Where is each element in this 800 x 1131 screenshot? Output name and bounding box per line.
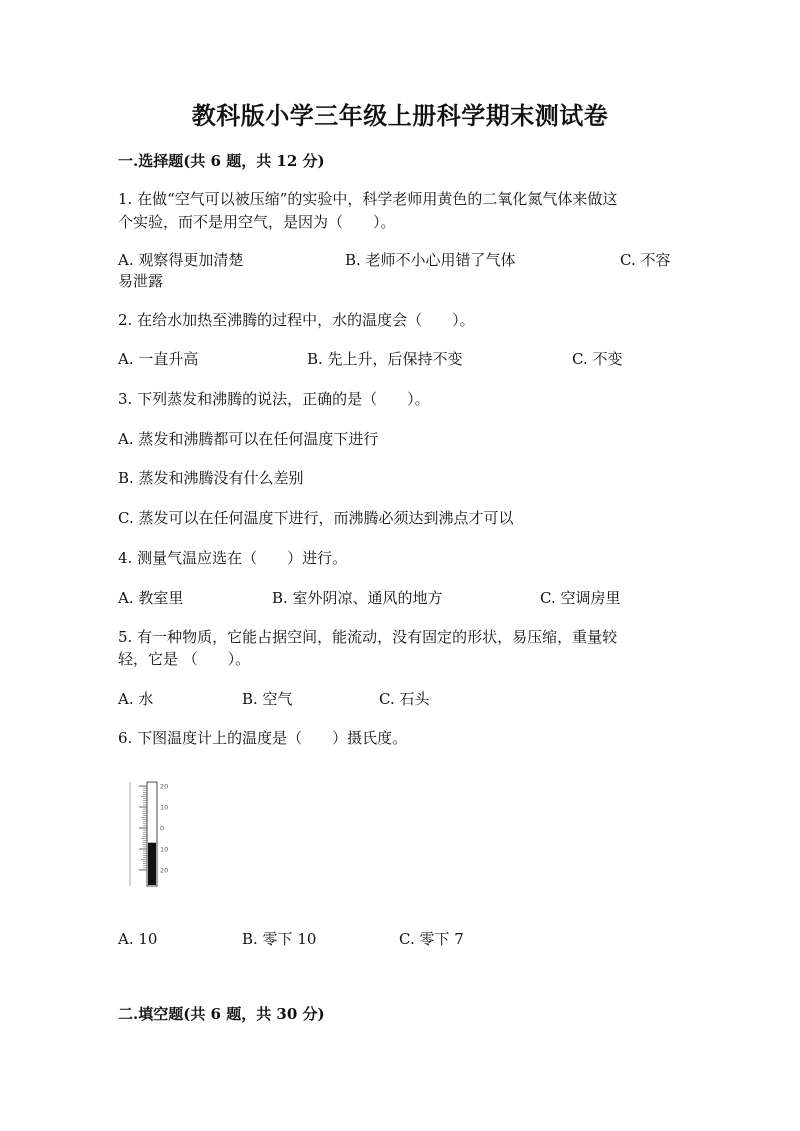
question-2-option-a: A. 一直升高 bbox=[118, 350, 199, 368]
question-4-option-a: A. 教室里 bbox=[118, 589, 184, 607]
question-1-option-a: A. 观察得更加清楚 bbox=[118, 251, 244, 269]
thermometer-scale-label: 10 bbox=[160, 845, 169, 854]
question-3-option-c: C. 蒸发可以在任何温度下进行，而沸腾必须达到沸点才可以 bbox=[118, 509, 514, 527]
thermometer-scale-label: 0 bbox=[160, 824, 165, 833]
thermometer-scale-labels bbox=[160, 783, 168, 875]
question-6-stem: 6. 下图温度计上的温度是（ ）摄氏度。 bbox=[118, 729, 408, 747]
thermometer-liquid bbox=[148, 843, 156, 885]
thermometer-ticks bbox=[139, 786, 147, 870]
thermometer-figure bbox=[128, 780, 180, 888]
question-2-option-c: C. 不变 bbox=[572, 350, 623, 368]
question-5-stem-line-2: 轻，它是 （ ）。 bbox=[118, 650, 251, 668]
question-2-option-b: B. 先上升，后保持不变 bbox=[307, 350, 463, 368]
thermometer-scale-label: 20 bbox=[160, 866, 169, 875]
question-4-option-b: B. 室外阴凉、通风的地方 bbox=[272, 589, 443, 607]
section-heading-fill-in: 二.填空题(共 6 题，共 30 分) bbox=[118, 1005, 325, 1023]
question-3-option-b: B. 蒸发和沸腾没有什么差别 bbox=[118, 469, 304, 487]
thermometer-scale-label: 20 bbox=[160, 782, 169, 791]
question-4-option-c: C. 空调房里 bbox=[540, 589, 621, 607]
question-2-stem: 2. 在给水加热至沸腾的过程中，水的温度会（ ）。 bbox=[118, 311, 475, 329]
question-6-option-b: B. 零下 10 bbox=[242, 930, 317, 948]
question-1-stem-line-1: 1. 在做“空气可以被压缩”的实验中，科学老师用黄色的二氧化氮气体来做这 bbox=[118, 190, 618, 208]
question-3-stem: 3. 下列蒸发和沸腾的说法，正确的是（ ）。 bbox=[118, 390, 430, 408]
question-6-option-a: A. 10 bbox=[118, 930, 158, 948]
question-6-option-c: C. 零下 7 bbox=[399, 930, 464, 948]
question-4-stem: 4. 测量气温应选在（ ）进行。 bbox=[118, 549, 348, 567]
section-heading-choice: 一.选择题(共 6 题，共 12 分) bbox=[118, 152, 325, 170]
question-1-option-c-continued: 易泄露 bbox=[118, 272, 164, 290]
question-1-stem-line-2: 个实验，而不是用空气，是因为（ ）。 bbox=[118, 213, 396, 231]
page-title: 教科版小学三年级上册科学期末测试卷 bbox=[191, 101, 609, 130]
question-5-stem-line-1: 5. 有一种物质，它能占据空间，能流动，没有固定的形状，易压缩，重量较 bbox=[118, 628, 618, 646]
question-5-option-a: A. 水 bbox=[118, 690, 154, 708]
question-3-option-a: A. 蒸发和沸腾都可以在任何温度下进行 bbox=[118, 430, 379, 448]
question-5-option-c: C. 石头 bbox=[379, 690, 430, 708]
thermometer-scale-label: 10 bbox=[160, 803, 169, 812]
question-5-option-b: B. 空气 bbox=[242, 690, 293, 708]
question-1-option-c: C. 不容 bbox=[620, 251, 671, 269]
question-1-option-b: B. 老师不小心用错了气体 bbox=[345, 251, 516, 269]
